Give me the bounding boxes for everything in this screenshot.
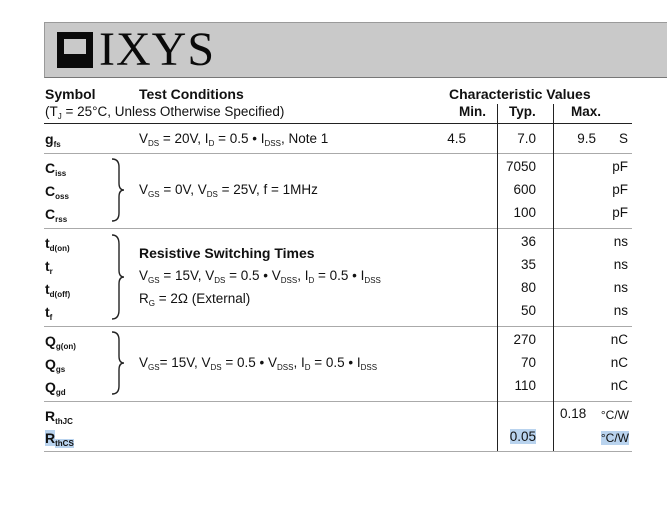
typ-gfs: 7.0: [517, 131, 536, 146]
ixys-logo-icon: [57, 32, 93, 68]
row-divider: [44, 228, 632, 229]
unit-rthcs: °C/W: [600, 431, 629, 445]
unit-qgs: nC: [610, 355, 628, 370]
symbol-qgs: $Q_{gs}$: [45, 356, 66, 374]
unit-qgd: nC: [610, 378, 628, 393]
brand-banner: [44, 22, 667, 78]
typ-rthcs: 0.05: [509, 429, 536, 444]
header-test-conditions: Test Conditions: [139, 86, 244, 102]
symbol-tr: $t_r$: [45, 258, 53, 276]
typ-tf: 50: [520, 303, 536, 318]
condition-gate-resistance: $R_G = 2\Omega$ (External): [139, 291, 251, 308]
typ-coss: 600: [513, 182, 536, 197]
header-characteristic-values: Characteristic Values: [449, 86, 591, 102]
unit-gfs: S: [618, 131, 628, 146]
max-column-divider: [553, 104, 554, 451]
unit-tr: ns: [613, 257, 628, 272]
max-rthjc: 0.18: [560, 406, 587, 421]
brace-icon: [110, 158, 126, 222]
symbol-gfs: $g_{fs}$: [45, 131, 61, 149]
typ-td-off: 80: [520, 280, 536, 295]
unit-td-on: ns: [613, 234, 628, 249]
brand-name: IXYS: [99, 23, 216, 76]
header-typ: Typ.: [509, 104, 536, 119]
typ-crss: 100: [513, 205, 536, 220]
typ-column-divider: [497, 104, 498, 451]
row-divider: [44, 153, 632, 154]
switching-times-title: Resistive Switching Times: [139, 245, 315, 261]
header-symbol: Symbol: [45, 86, 96, 102]
symbol-rthcs: $R_{thCS}$: [45, 430, 74, 448]
unit-qg: nC: [610, 332, 628, 347]
symbol-qgd: $Q_{gd}$: [45, 379, 66, 397]
symbol-qg: $Q_{g(on)}$: [45, 333, 76, 351]
unit-tf: ns: [613, 303, 628, 318]
brace-icon: [110, 234, 126, 320]
typ-tr: 35: [520, 257, 536, 272]
unit-ciss: pF: [612, 159, 628, 174]
brace-icon: [110, 331, 126, 395]
typ-qg: 270: [513, 332, 536, 347]
condition-gfs: $V_{DS} = 20V$, $I_D = 0.5$ • $I_{DSS}$, Note 1: [139, 131, 329, 148]
header-max: Max.: [571, 104, 602, 119]
symbol-tf: $t_f$: [45, 304, 53, 322]
symbol-rthjc: $R_{thJC}$: [45, 408, 73, 426]
condition-switching: $V_{GS} = 15V$, $V_{DS} = 0.5$ • $V_{DSS}$, $I_D = 0.5$ • $I_{DSS}$: [139, 268, 381, 285]
unit-crss: pF: [612, 205, 628, 220]
header-divider: [44, 123, 632, 124]
max-gfs: 9.5: [577, 131, 596, 146]
symbol-td-off: $t_{d(off)}$: [45, 281, 71, 299]
header-temperature-note: ($T_J = 25^\circ C$, Unless Otherwise Specified): [45, 104, 285, 121]
symbol-coss: $C_{oss}$: [45, 183, 69, 201]
unit-coss: pF: [612, 182, 628, 197]
symbol-crss: $C_{rss}$: [45, 206, 68, 224]
typ-td-on: 36: [520, 234, 536, 249]
row-divider: [44, 326, 632, 327]
condition-gate-charge: $V_{GS}= 15V$, $V_{DS} = 0.5$ • $V_{DSS}$, $I_D = 0.5$ • $I_{DSS}$: [139, 355, 378, 372]
unit-td-off: ns: [613, 280, 628, 295]
min-gfs: 4.5: [447, 131, 466, 146]
symbol-ciss: $C_{iss}$: [45, 160, 67, 178]
row-divider: [44, 401, 632, 402]
unit-rthjc: °C/W: [600, 408, 629, 422]
header-min: Min.: [459, 104, 486, 119]
symbol-td-on: $t_{d(on)}$: [45, 235, 70, 253]
table-bottom-border: [44, 451, 632, 452]
typ-ciss: 7050: [505, 159, 536, 174]
typ-qgd: 110: [514, 378, 536, 393]
typ-qgs: 70: [520, 355, 536, 370]
condition-capacitance: $V_{GS} = 0V$, $V_{DS} = 25V$, f = 1MHz: [139, 182, 318, 199]
